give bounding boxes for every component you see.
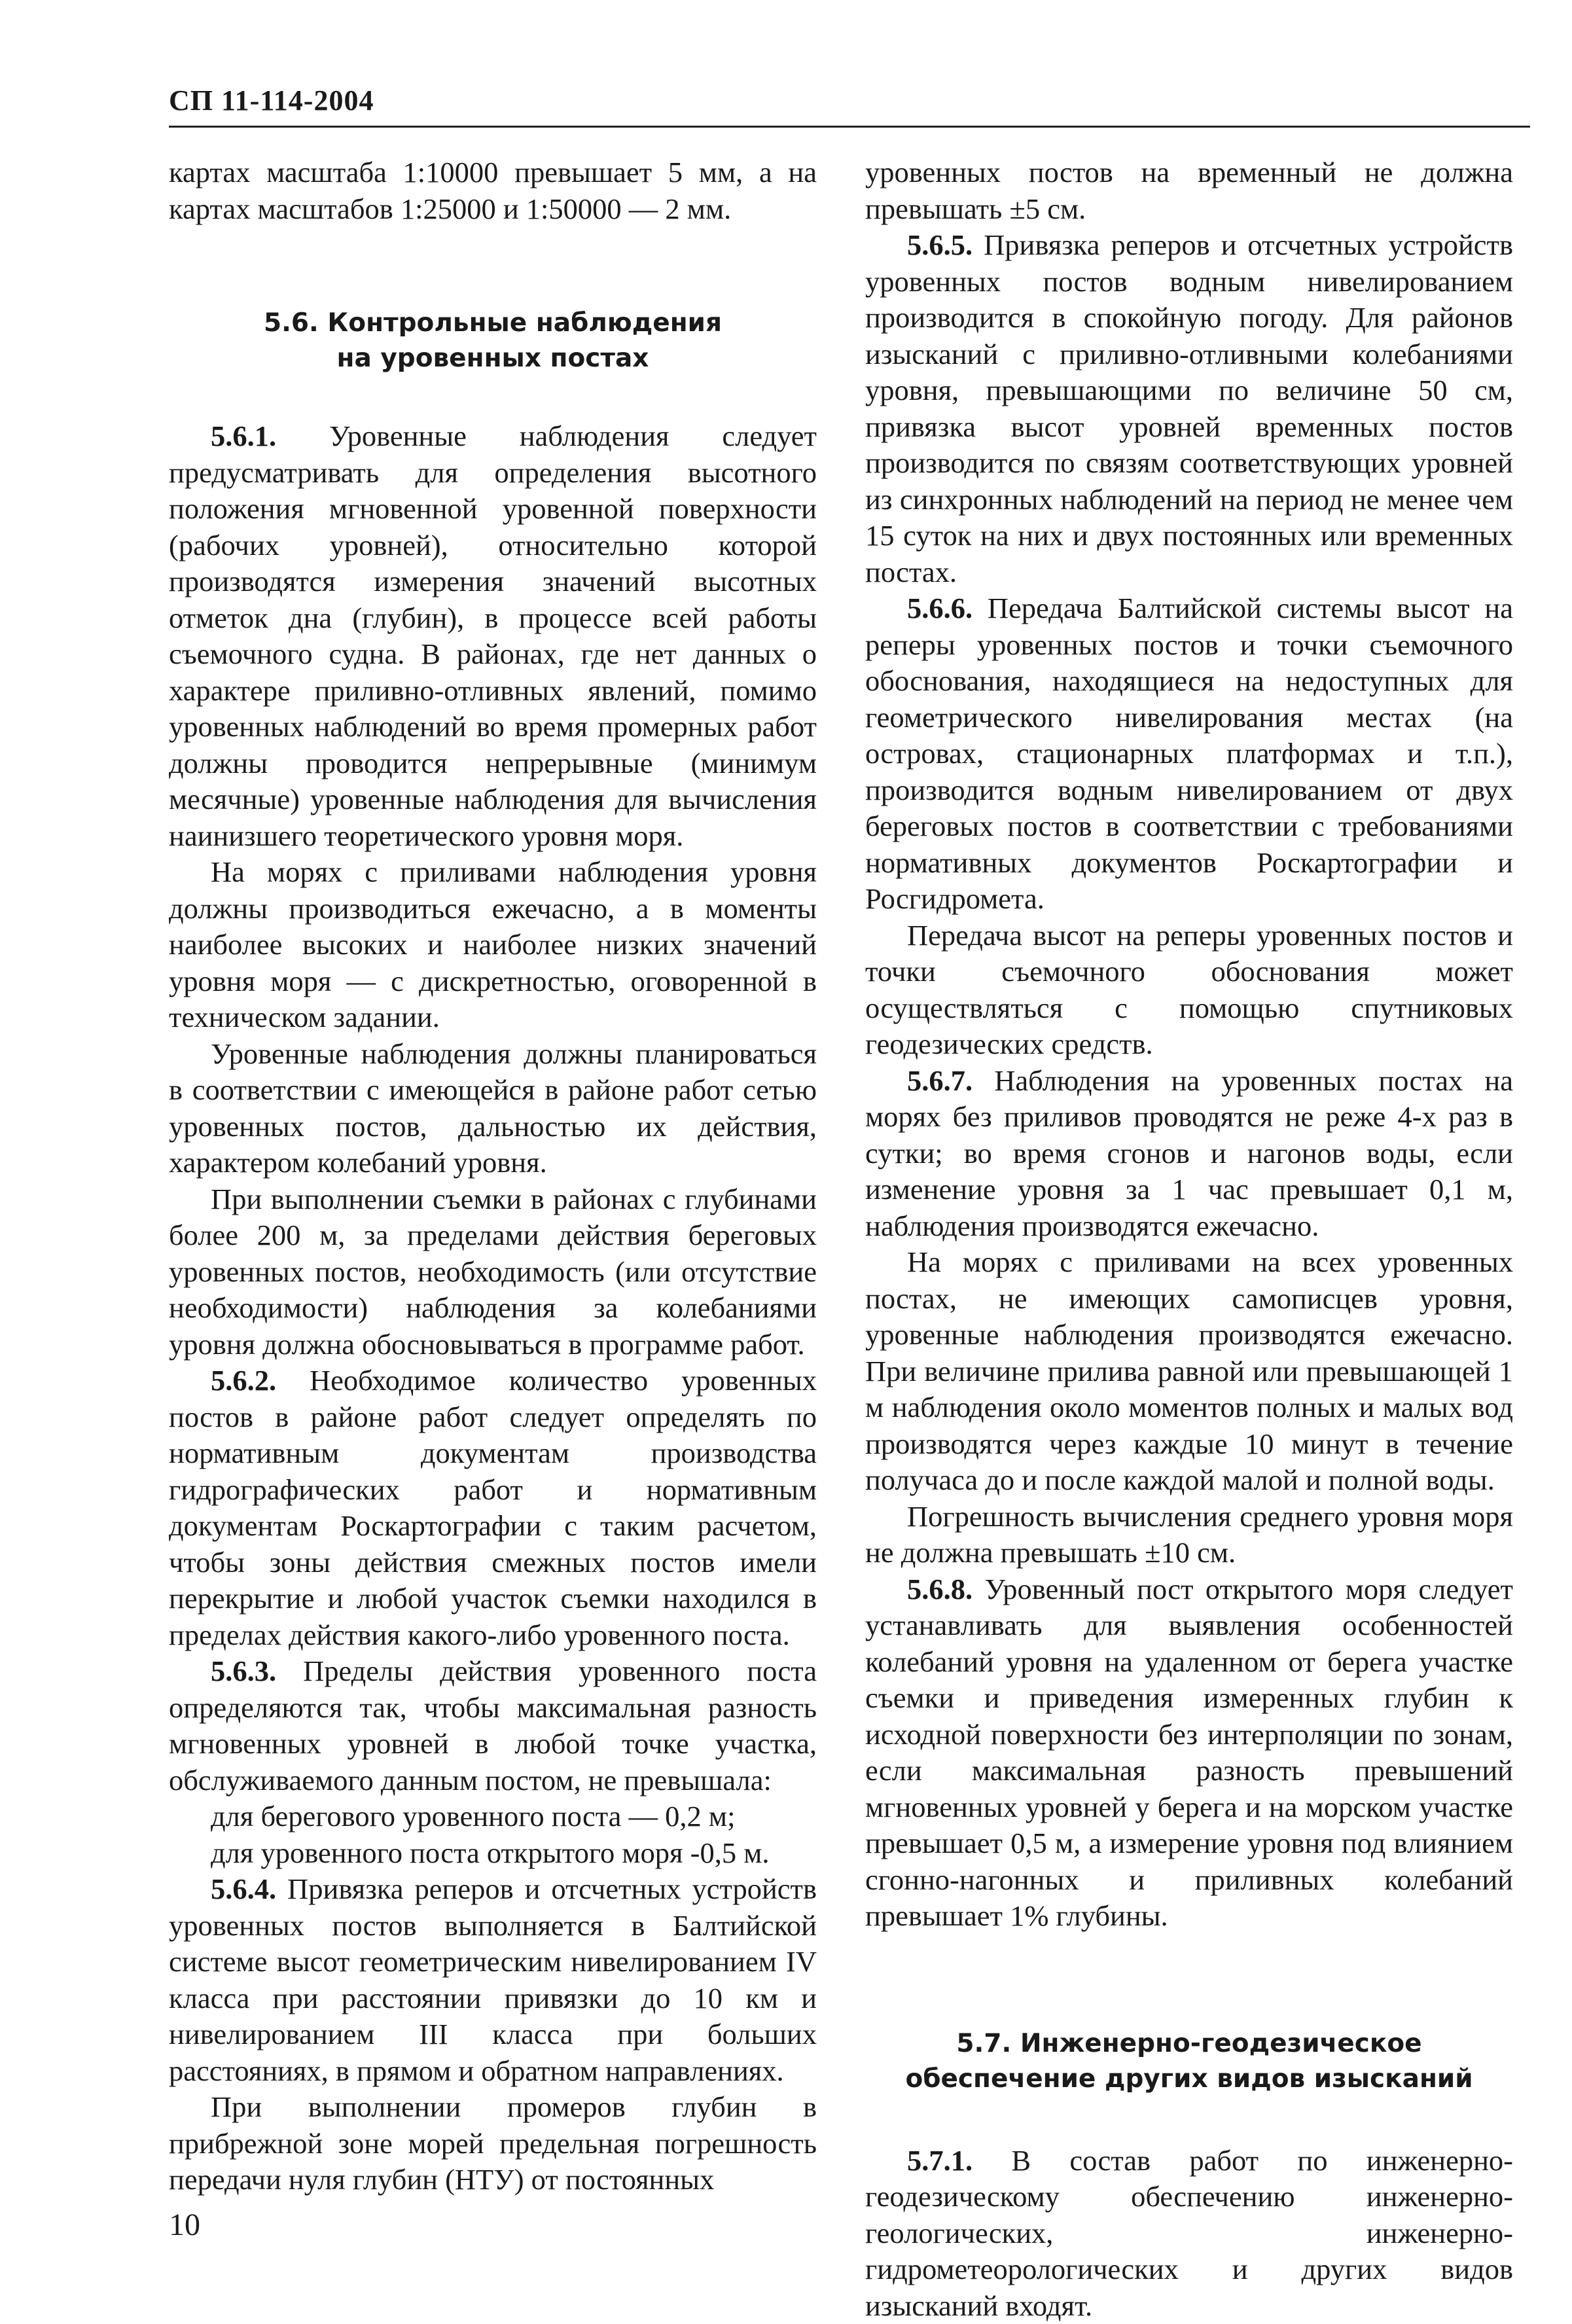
- section-heading-5-6: [169, 306, 817, 376]
- paragraph-planning: Уровенные наблюдения должны планироваться в соответствии с имеющейся в районе работ сетью уровенных постов, дальностью их действия, характером колебаний уровня.: [169, 1036, 817, 1181]
- paragraph-5-6-5: [865, 227, 1513, 590]
- clause-text: Передача Балтийской системы высот на реперы уровенных постов и точки съемочного обоснования, находящиеся на недоступных для геометрического нивелирования местах (на островах, стационарных платформах и т.п.), производится водным нивелированием от двух береговых постов в соответствии с требованиями нормативных документов Роскартографии и Росгидромета.: [865, 592, 1513, 915]
- document-code: СП 11-114-2004: [169, 84, 374, 117]
- section-heading-5-7: [865, 2026, 1513, 2097]
- paragraph-5-6-4: [169, 1871, 817, 2089]
- section-title-line: обеспечение других видов изысканий: [865, 2062, 1513, 2097]
- list-item-open-sea: для уровенного поста открытого моря -0,5 м.: [169, 1835, 817, 1872]
- section-title-line: 5.7. Инженерно-геодезическое: [865, 2026, 1513, 2062]
- paragraph-5-6-7: [865, 1063, 1513, 1245]
- clause-text: Наблюдения на уровенных постах на морях без приливов проводятся не реже 4-х раз в сутки; во время сгонов и нагонов воды, если изменение уровня за 1 час превышает 0,1 м, наблюдения производятся ежечасно.: [865, 1064, 1513, 1242]
- clause-number: 5.6.6.: [907, 592, 973, 624]
- paragraph-error: Погрешность вычисления среднего уровня моря не должна превышать ±10 см.: [865, 1499, 1513, 1571]
- clause-number: 5.6.2.: [211, 1364, 276, 1397]
- clause-text: Привязка реперов и отсчетных устройств уровенных постов водным нивелированием производится в спокойную погоду. Для районов изысканий с приливно-отливными колебаниями уровня, превышающими по величине 50 см, привязка высот уровней временных постов производится по связям соответствующих уровней из синхронных наблюдений на период не менее чем 15 суток на них и двух постоянных или временных постах.: [865, 228, 1513, 588]
- paragraph-satellite: Передача высот на реперы уровенных постов и точки съемочного обоснования может осуществляться с помощью спутниковых геодезических средств.: [865, 918, 1513, 1063]
- paragraph-5-6-8: [865, 1571, 1513, 1935]
- clause-text: Привязка реперов и отсчетных устройств уровенных постов выполняется в Балтийской системе высот геометрическим нивелированием IV класса при расстоянии привязки до 10 км и нивелированием III класса при больших расстояниях, в прямом и обратном направлениях.: [169, 1872, 817, 2087]
- clause-number: 5.6.4.: [211, 1872, 276, 1905]
- clause-number: 5.6.5.: [907, 228, 973, 261]
- paragraph-tidal-posts: На морях с приливами на всех уровенных постах, не имеющих самописцев уровня, уровенные наблюдения производятся ежечасно. При величине прилива равной или превышающей 1 м наблюдения около моментов полных и малых вод производятся через каждые 10 минут в течение получаса до и после каждой малой и полной воды.: [865, 1244, 1513, 1499]
- paragraph-5-6-3: [169, 1653, 817, 1798]
- right-column: [865, 154, 1513, 2324]
- page-number: 10: [169, 2207, 200, 2243]
- paragraph-tides: На морях с приливами наблюдения уровня должны производиться ежечасно, а в моменты наиболее высоких и наиболее низких значений уровня моря — с дискретностью, оговоренной в техническом задании.: [169, 854, 817, 1036]
- clause-text: Уровенный пост открытого моря следует устанавливать для выявления особенностей колебаний уровня на удаленном от берега участке съемки и приведения измеренных глубин к исходной поверхности без интерполяции по зонам, если максимальная разность превышений мгновенных уровней у берега и на морском участке превышает 0,5 м, а измерение уровня под влиянием сгонно-нагонных и приливных колебаний превышает 1% глубины.: [865, 1573, 1513, 1933]
- paragraph-5-7-1: [865, 2143, 1513, 2324]
- clause-text: В состав работ по инженерно-геодезическому обеспечению инженерно-геологических, инженерно-гидрометеорологических и других видов изысканий входят.: [865, 2144, 1513, 2322]
- section-title-line: 5.6. Контрольные наблюдения: [169, 306, 817, 341]
- paragraph-5-6-1: [169, 418, 817, 854]
- clause-text: Необходимое количество уровенных постов в районе работ следует определять по нормативным документам производства гидрографических работ и нормативным документам Роскартографии с таким расчетом, чтобы зоны действия смежных постов имели перекрытие и любой участок съемки находился в пределах действия какого-либо уровенного поста.: [169, 1364, 817, 1651]
- section-title-line: на уровенных постах: [169, 341, 817, 376]
- clause-text: Пределы действия уровенного поста определяются так, чтобы максимальная разность мгновенных уровней в любой точке участка, обслуживаемого данным постом, не превышала:: [169, 1654, 817, 1797]
- paragraph-depth-200: При выполнении съемки в районах с глубинами более 200 м, за пределами действия береговых уровенных постов, необходимость (или отсутствие необходимости) наблюдения за колебаниями уровня должна обосновываться в программе работ.: [169, 1181, 817, 1363]
- clause-number: 5.7.1.: [907, 2144, 973, 2177]
- clause-number: 5.6.7.: [907, 1064, 973, 1097]
- left-column: [169, 154, 817, 2198]
- clause-number: 5.6.3.: [211, 1654, 276, 1687]
- clause-number: 5.6.8.: [907, 1573, 973, 1605]
- paragraph-continuation: картах масштаба 1:10000 превышает 5 мм, а на картах масштабов 1:25000 и 1:50000 — 2 мм.: [169, 154, 817, 227]
- paragraph-5-6-2: [169, 1363, 817, 1653]
- paragraph-nearshore: При выполнении промеров глубин в прибрежной зоне морей предельная погрешность передачи нуля глубин (НТУ) от постоянных: [169, 2089, 817, 2198]
- list-item-coastal: для берегового уровенного поста — 0,2 м;: [169, 1798, 817, 1835]
- page-header: [169, 80, 1530, 128]
- paragraph-continuation: уровенных постов на временный не должна превышать ±5 см.: [865, 154, 1513, 227]
- clause-number: 5.6.1.: [211, 420, 276, 452]
- clause-text: Уровенные наблюдения следует предусматривать для определения высотного положения мгновенной уровенной поверхности (рабочих уровней), относительно которой производятся измерения значений высотных отметок дна (глубин), в процессе всей работы съемочного судна. В районах, где нет данных о характере приливно-отливных явлений, помимо уровенных наблюдений во время промерных работ должны проводится непрерывные (минимум месячные) уровенные наблюдения для вычисления наинизшего теоретического уровня моря.: [169, 420, 817, 852]
- paragraph-5-6-6: [865, 590, 1513, 918]
